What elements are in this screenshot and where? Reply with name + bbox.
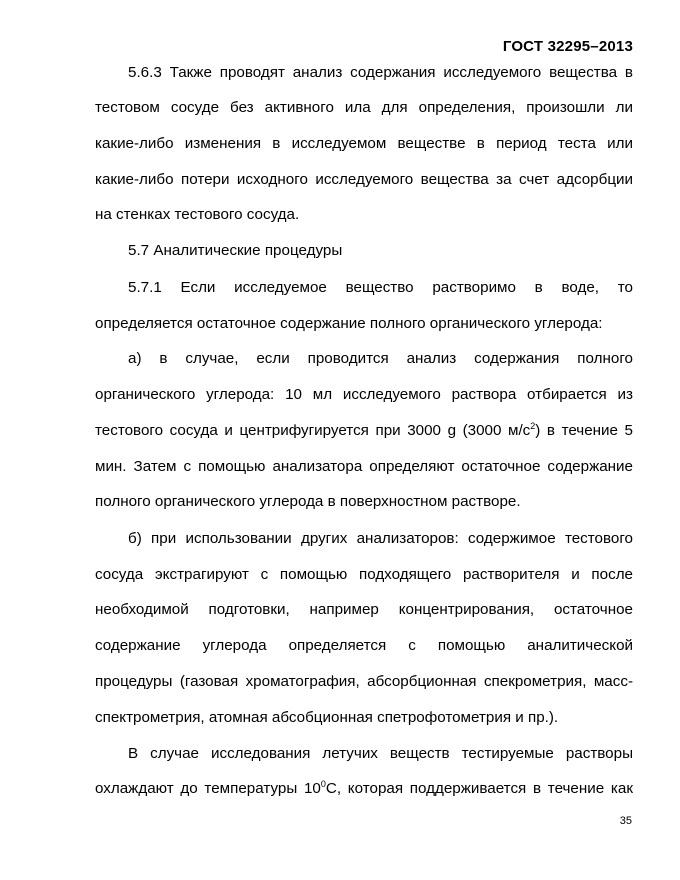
text-line: охлаждают до температуры $10^0С$, которая поддерживается в течение как xyxy=(95,779,633,797)
text-line: полного органического углерода в поверхностном растворе. xyxy=(95,493,521,510)
document-header: ГОСТ 32295–2013 xyxy=(502,38,633,55)
text-line: органического углерода: 10 мл исследуемого раствора отбирается из xyxy=(95,386,633,403)
text-line: процедуры (газовая хроматография, абсорбционная спекрометрия, масс- xyxy=(95,673,633,690)
text-line: сосуда экстрагируют с помощью подходящего растворителя и после xyxy=(95,566,633,583)
text-line: на стенках тестового сосуда. xyxy=(95,206,300,223)
text-line: тестовом сосуде без активного ила для определения, произошли ли xyxy=(95,99,633,116)
page-number: 35 xyxy=(619,815,632,827)
text-line: а) в случае, если проводится анализ содержания полного xyxy=(128,350,633,367)
section-heading: 5.7 Аналитические процедуры xyxy=(128,242,343,259)
text-line: мин. Затем с помощью анализатора определяют остаточное содержание xyxy=(95,458,633,475)
text-line: б) при использовании других анализаторов: содержимое тестового xyxy=(128,530,633,547)
text-line: тестового сосуда и центрифугируется при 3000 g (3000 $м/с^2$) в течение 5 xyxy=(95,421,634,439)
text-line: В случае исследования летучих веществ тестируемые растворы xyxy=(128,745,633,762)
text-line: необходимой подготовки, например концентрирования, остаточное xyxy=(95,601,633,618)
text-line: содержание углерода определяется с помощью аналитической xyxy=(95,637,633,654)
text-line: определяется остаточное содержание полного органического углерода: xyxy=(95,315,603,332)
text-line: спектрометрия, атомная абсобционная спетрофотометрия и пр.). xyxy=(95,709,559,726)
text-line: 5.7.1 Если исследуемое вещество растворимо в воде, то xyxy=(128,279,633,296)
text-line: 5.6.3 Также проводят анализ содержания исследуемого вещества в xyxy=(128,64,633,81)
text-line: какие-либо потери исходного исследуемого вещества за счет адсорбции xyxy=(95,171,633,188)
text-line: какие-либо изменения в исследуемом веществе в период теста или xyxy=(95,135,633,152)
